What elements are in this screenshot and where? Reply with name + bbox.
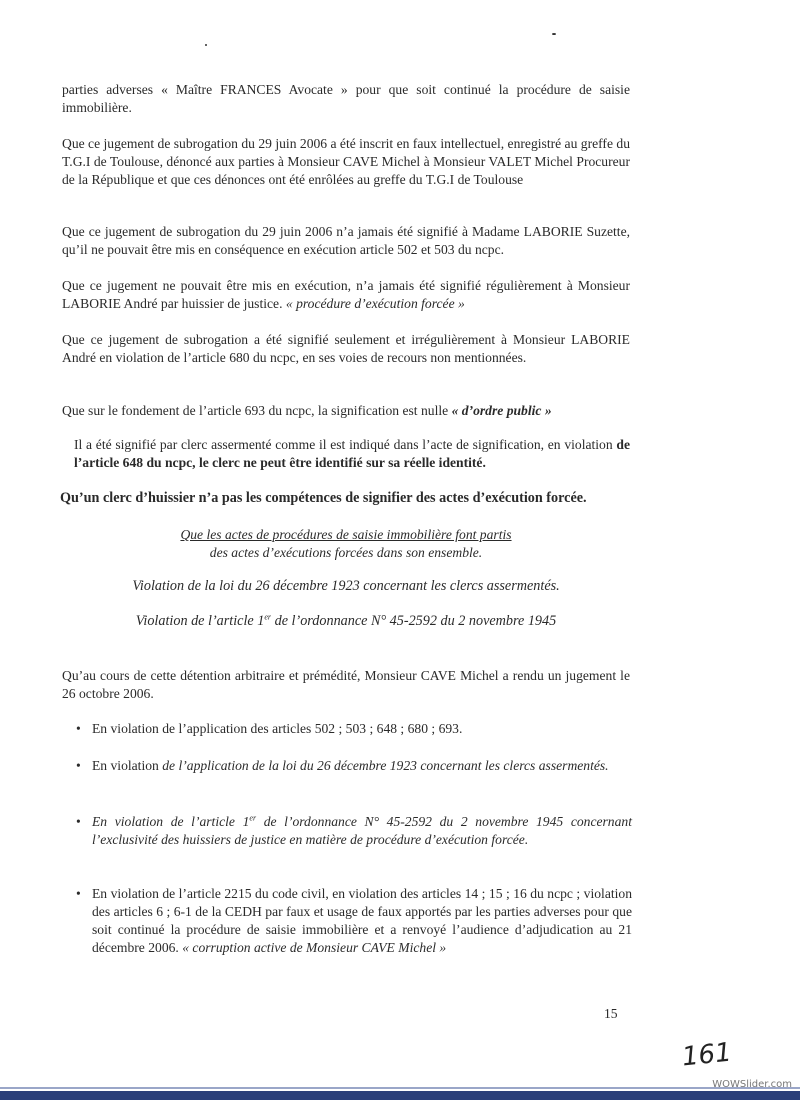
bullet-icon: • — [76, 758, 81, 773]
paragraph-6: Que sur le fondement de l’article 693 du ncpc, la signification est nulle « d’ordre public » — [62, 403, 552, 418]
bullet-item-1: • En violation de l’application des articles 502 ; 503 ; 648 ; 680 ; 693. — [76, 721, 463, 736]
centered-note-2: Violation de la loi du 26 décembre 1923 concernant les clercs assermentés. — [132, 578, 560, 594]
paragraph-3: Que ce jugement de subrogation du 29 juin 2006 n’a jamais été signifié à Madame LABORIE Suzette, qu’il ne pouvait être mis en conséquence en exécution article 502 et 503 du ncpc. — [62, 224, 630, 257]
scan-speck — [205, 44, 207, 46]
bullet-icon: • — [76, 721, 81, 736]
bullet-item-4: • En violation de l’article 2215 du code civil, en violation des articles 14 ; 15 ; 16 du ncpc ; violation des articles 6 ; 6-1 de la CEDH par faux et usage de faux apportés par les parties adverses pour que soit continué la procédure de saisie immobilière et a renvoyé l’audience d’adjudication au 21 décembre 2006. « corruption active de Monsieur CAVE Michel » — [76, 886, 632, 955]
paragraph-9: Qu’au cours de cette détention arbitraire et prémédité, Monsieur CAVE Michel a rendu un jugement le 26 octobre 2006. — [62, 668, 630, 701]
bullet-icon: • — [76, 814, 81, 829]
centered-note-1: Que les actes de procédures de saisie immobilière font partis des actes d’exécutions forcées dans son ensemble. — [180, 527, 512, 560]
footer-line — [0, 1087, 800, 1089]
footer-bar — [0, 1091, 800, 1100]
paragraph-4: Que ce jugement ne pouvait être mis en exécution, n’a jamais été signifié régulièrement à Monsieur LABORIE André par huissier de justice. « procédure d’exécution forcée » — [62, 278, 630, 311]
paragraph-8: Qu’un clerc d’huissier n’a pas les compétences de signifier des actes d’exécution forcée. — [60, 490, 587, 506]
paragraph-2: Que ce jugement de subrogation du 29 juin 2006 a été inscrit en faux intellectuel, enregistré au greffe du T.G.I de Toulouse, dénoncé aux parties à Monsieur CAVE Michel à Monsieur VALET Michel Procureur de la République et que ces dénonces ont été enrôlées au greffe du T.G.I de Toulouse — [62, 136, 630, 187]
bullet-item-3: • En violation de l’article 1er de l’ordonnance N° 45-2592 du 2 novembre 1945 concernant l’exclusivité des huissiers de justice en matière de procédure d’exécution forcée. — [76, 813, 632, 847]
page-number: 15 — [604, 1006, 618, 1021]
centered-note-3: Violation de l’article 1er de l’ordonnance N° 45-2592 du 2 novembre 1945 — [135, 612, 557, 629]
handwritten-page-number: 161 — [680, 1037, 734, 1073]
paragraph-7: Il a été signifié par clerc assermenté comme il est indiqué dans l’acte de signification, en violation de l’article 648 du ncpc, le clerc ne peut être identifié sur sa réelle identité. — [74, 437, 630, 470]
paragraph-5: Que ce jugement de subrogation a été signifié seulement et irrégulièrement à Monsieur LABORIE André en violation de l’article 680 du ncpc, en ses voies de recours non mentionnées. — [62, 332, 630, 365]
watermark: WOWSlider.com — [712, 1079, 792, 1090]
paragraph-1: parties adverses « Maître FRANCES Avocate » pour que soit continué la procédure de saisie immobilière. — [62, 82, 630, 115]
scan-speck — [552, 33, 556, 35]
bullet-icon: • — [76, 886, 81, 901]
bullet-item-2: • En violation de l’application de la loi du 26 décembre 1923 concernant les clercs assermentés. — [76, 758, 609, 773]
